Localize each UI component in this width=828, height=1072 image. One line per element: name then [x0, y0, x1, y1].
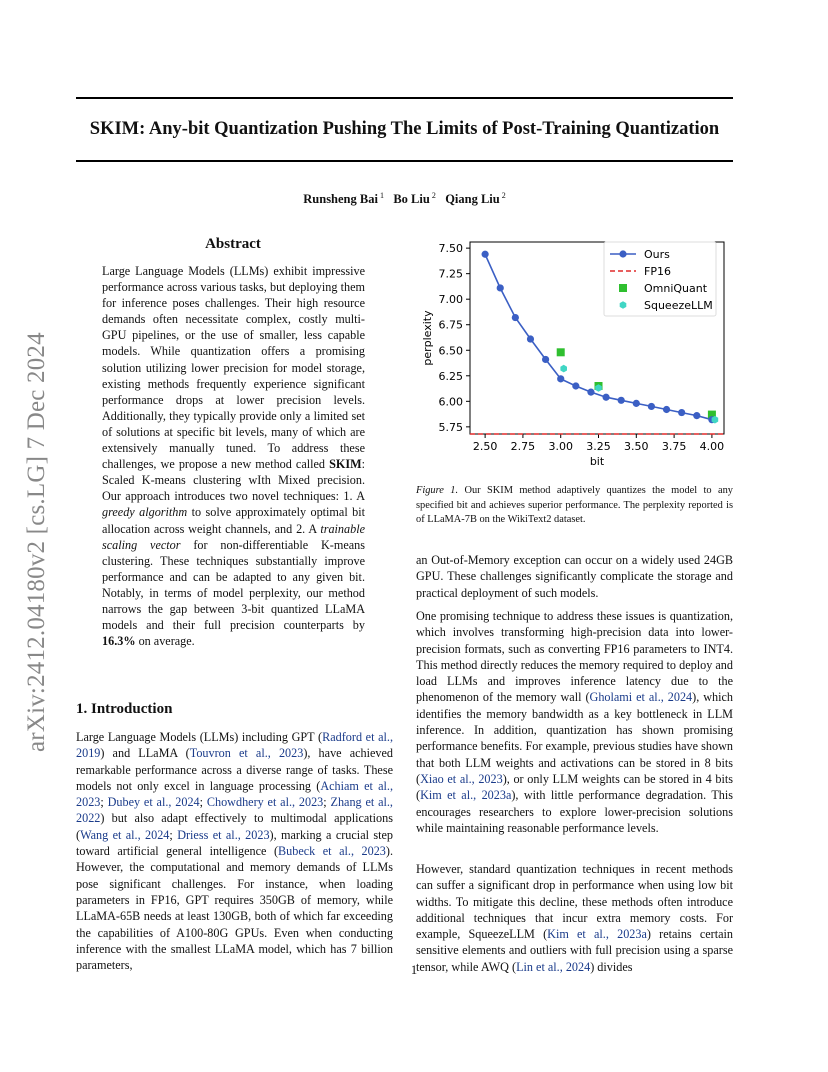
- figure-caption-text: Our SKIM method adaptively quantizes the model to any specified bit and achieves superior performance. The perplexity reported is of LLaMA-7B on the WikiText2 dataset.: [416, 485, 733, 526]
- author-affiliation: 1: [379, 191, 384, 200]
- legend-swatch-marker: [619, 250, 626, 257]
- ours-point: [497, 284, 504, 291]
- x-axis-label: bit: [589, 455, 605, 468]
- right-paragraph-3: However, standard quantization techniques in recent methods can suffer a significant drop in performance when using low bit widths. To mitigate this decline, these methods often introduce additional techniques that incur extra memory costs. For example, SqueezeLLM (Kim et al., 2023a) retains certain sensitive elements and outliers with full precision using a sparse tensor, while AWQ (Lin et al., 2024) divides: [416, 862, 734, 974]
- section-heading: 1. Introduction: [76, 701, 173, 717]
- intro-paragraph: Large Language Models (LLMs) including GPT (Radford et al., 2019) and LLaMA (Touvron et al., 2023), have achieved remarkable performance across a diverse range of tasks. These models not only excel in language processing (Achiam et al., 2023; Dubey et al., 2024; Chowdhery et al., 2023; Zhang et al., 2022) but also adapt effectively to multimodal applications (Wang et al., 2024; Driess et al., 2023), marking a crucial step toward artificial general intelligence (Bubeck et al., 2023). However, the computational and memory demands of LLMs pose significant challenges. For instance, when loading parameters in FP16, GPT requires 350GB of memory, while LLaMA-65B needs at least 130GB, both of which far exceeding the capabilities of A100-80G GPUs. Even when conducting inference with the smallest LLaMA model, which has 7 billion parameters,: [76, 730, 394, 973]
- author-name: Bo Liu: [393, 192, 430, 207]
- legend-label: SqueezeLLM: [644, 299, 713, 312]
- ours-point: [527, 335, 534, 342]
- legend-swatch: [619, 284, 627, 292]
- ours-point: [542, 356, 549, 363]
- top-rule: [76, 97, 733, 99]
- ours-point: [512, 314, 519, 321]
- paper-title: SKIM: Any-bit Quantization Pushing The Limits of Post-Training Quantization: [89, 119, 720, 139]
- legend-label: FP16: [644, 265, 671, 278]
- y-tick-label: 7.25: [438, 267, 463, 281]
- right-paragraph-1: an Out-of-Memory exception can occur on a widely used 24GB GPU. These challenges significantly complicate the storage and practical deployment of such models.: [416, 553, 733, 600]
- arxiv-stamp: arXiv:2412.04180v2 [cs.LG] 7 Dec 2024: [23, 332, 50, 752]
- ours-point: [693, 412, 700, 419]
- chart-legend: [604, 242, 716, 316]
- y-tick-label: 5.75: [438, 420, 463, 434]
- ours-point: [678, 409, 685, 416]
- author-name: Qiang Liu: [445, 192, 500, 207]
- y-tick-label: 7.00: [438, 293, 463, 307]
- y-tick-label: 7.50: [438, 242, 463, 256]
- x-tick-label: 3.75: [661, 440, 687, 453]
- x-tick-label: 2.75: [510, 440, 536, 453]
- x-tick-label: 3.50: [624, 440, 649, 453]
- y-axis-label: perplexity: [421, 310, 434, 366]
- squeezellm-point: [560, 365, 567, 373]
- y-tick-label: 6.50: [438, 344, 463, 358]
- y-tick-label: 6.25: [438, 369, 463, 383]
- ours-point: [557, 375, 564, 382]
- right-paragraph-2: One promising technique to address these issues is quantization, which involves transforming high-precision data into lower-precision formats, such as converting FP16 parameters to INT4. This method directly reduces the memory required to deploy and load LLMs and improves inference latency due to the phenomenon of the memory wall (Gholami et al., 2024), which identifies the memory bandwidth as a key bottleneck in LLM inference. In addition, quantization has shown promising performance benefits. For example, previous studies have shown that both LLM weights and activations can be stored in 8 bits (Xiao et al., 2023), or only LLM weights can be stored in 4 bits (Kim et al., 2023a), with little performance degradation. This encourages researchers to explore lower-precision solutions while maintaining reasonable performance levels.: [416, 609, 734, 835]
- author-affiliation: 2: [501, 191, 506, 200]
- ours-point: [618, 397, 625, 404]
- figure-caption-label: Figure 1.: [416, 485, 459, 496]
- x-tick-label: 3.25: [586, 440, 611, 453]
- x-tick-label: 3.00: [548, 440, 573, 453]
- ours-point: [648, 403, 655, 410]
- ours-point: [663, 406, 670, 413]
- x-tick-label: 2.50: [472, 440, 498, 453]
- legend-label: Ours: [644, 248, 670, 261]
- figure-caption: [416, 484, 733, 528]
- ours-point: [587, 389, 594, 396]
- author-list: [76, 191, 733, 207]
- ours-point: [633, 400, 640, 407]
- ours-point: [482, 251, 489, 258]
- figure-1-chart: [414, 236, 734, 476]
- title-bottom-rule: [76, 160, 733, 162]
- x-tick-label: 4.00: [699, 440, 725, 453]
- page-number: 1: [410, 963, 418, 977]
- y-tick-label: 6.75: [438, 318, 463, 332]
- author-affiliation: 2: [431, 191, 436, 200]
- ours-point: [572, 382, 579, 389]
- legend-label: OmniQuant: [644, 282, 708, 295]
- author-name: Runsheng Bai: [303, 192, 378, 207]
- y-tick-label: 6.00: [438, 395, 463, 409]
- omniquant-point: [557, 348, 565, 356]
- abstract-body: Large Language Models (LLMs) exhibit impressive performance across various tasks, but deploying them for inference poses challenges. Their high resource demands often necessitate complex, costly multi-GPU pipelines, or the use of smaller, less capable models. While quantization offers a promising solution utilizing lower precision for model storage, existing methods frequently experience significant performance drops at lower precision levels. Additionally, they typically provide only a limited set of solutions at specific bit levels, many of which are extensively manually tuned. To address these challenges, we propose a new method called SKIM: Scaled K-means clustering wIth Mixed precision. Our approach introduces two novel techniques: 1. A greedy algorithm to solve approximately optimal bit allocation across weight channels, and 2. A trainable scaling vector for non-differentiable K-means clustering. These techniques substantially improve performance and can be adapted to any given bit. Notably, in terms of model perplexity, our method narrows the gap between 3-bit quantized LLaMA models and their full precision counterparts by 16.3% on average.: [102, 264, 365, 649]
- ours-point: [602, 394, 609, 401]
- abstract-heading: Abstract: [205, 236, 261, 252]
